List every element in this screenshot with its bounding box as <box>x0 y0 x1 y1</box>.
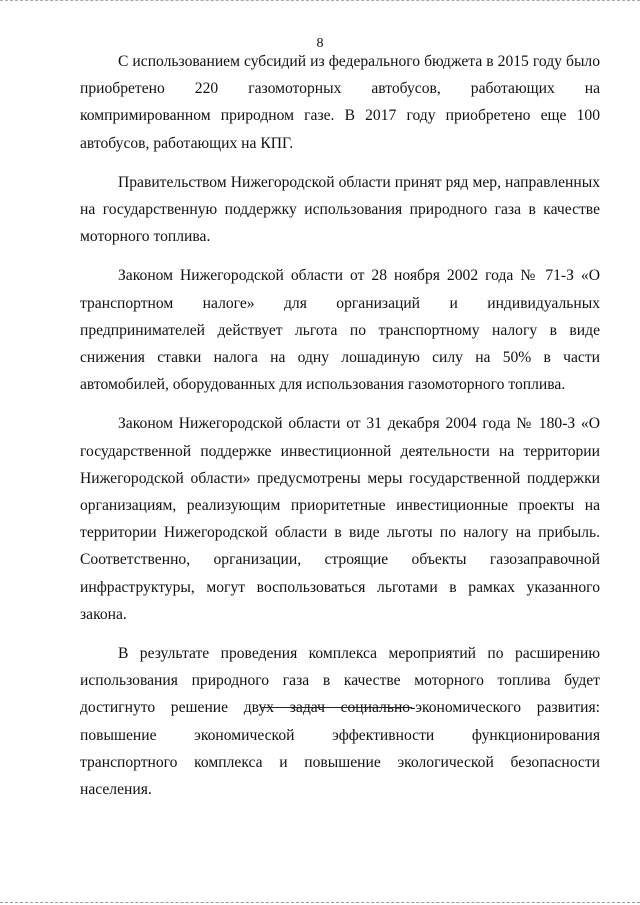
end-divider-line <box>262 707 412 708</box>
paragraph-subsidies-buses: С использованием субсидий из федерального бюджета в 2015 году было приобретено 220 газомоторных автобусов, работающих на компримированном природном газе. В 2017 году приобретено еще 100 автобусов, работающих на КПГ. <box>80 53 600 152</box>
scan-edge-top <box>0 0 640 2</box>
paragraph-results: В результате проведения комплекса мероприятий по расширению использования природного газа в качестве моторного топлива будет достигнуто решение двух задач социально-экономического развития: повышение экономической эффективности функционирования транспортного комплекса и повышение экологической безопасности населения. <box>80 645 600 799</box>
scan-edge-bottom <box>0 902 640 904</box>
paragraph-transport-tax-law: Законом Нижегородской области от 28 ноября 2002 года № 71-З «О транспортном налоге» для организаций и индивидуальных предпринимателей действует льгота по транспортному налогу в виде снижения ставки налога на одну лошадиную силу на 50% в части автомобилей, оборудованных для использования газомоторного топлива. <box>80 267 600 394</box>
document-body <box>80 48 600 815</box>
paragraph-government-measures: Правительством Нижегородской области принят ряд мер, направленных на государственную поддержку использования природного газа в качестве моторного топлива. <box>80 173 600 246</box>
paragraph-investment-support-law: Законом Нижегородской области от 31 декабря 2004 года № 180-З «О государственной поддержке инвестиционной деятельности на территории Нижегородской области» предусмотрены меры государственной поддержки организациям, реализующим приоритетные инвестиционные проекты на территории Нижегородской области в виде льготы по налогу на прибыль. Соответственно, организации, строящие объекты газозаправочной инфраструктуры, могут воспользоваться льготами в рамках указанного закона. <box>80 415 600 623</box>
page-number: 8 <box>316 36 324 51</box>
